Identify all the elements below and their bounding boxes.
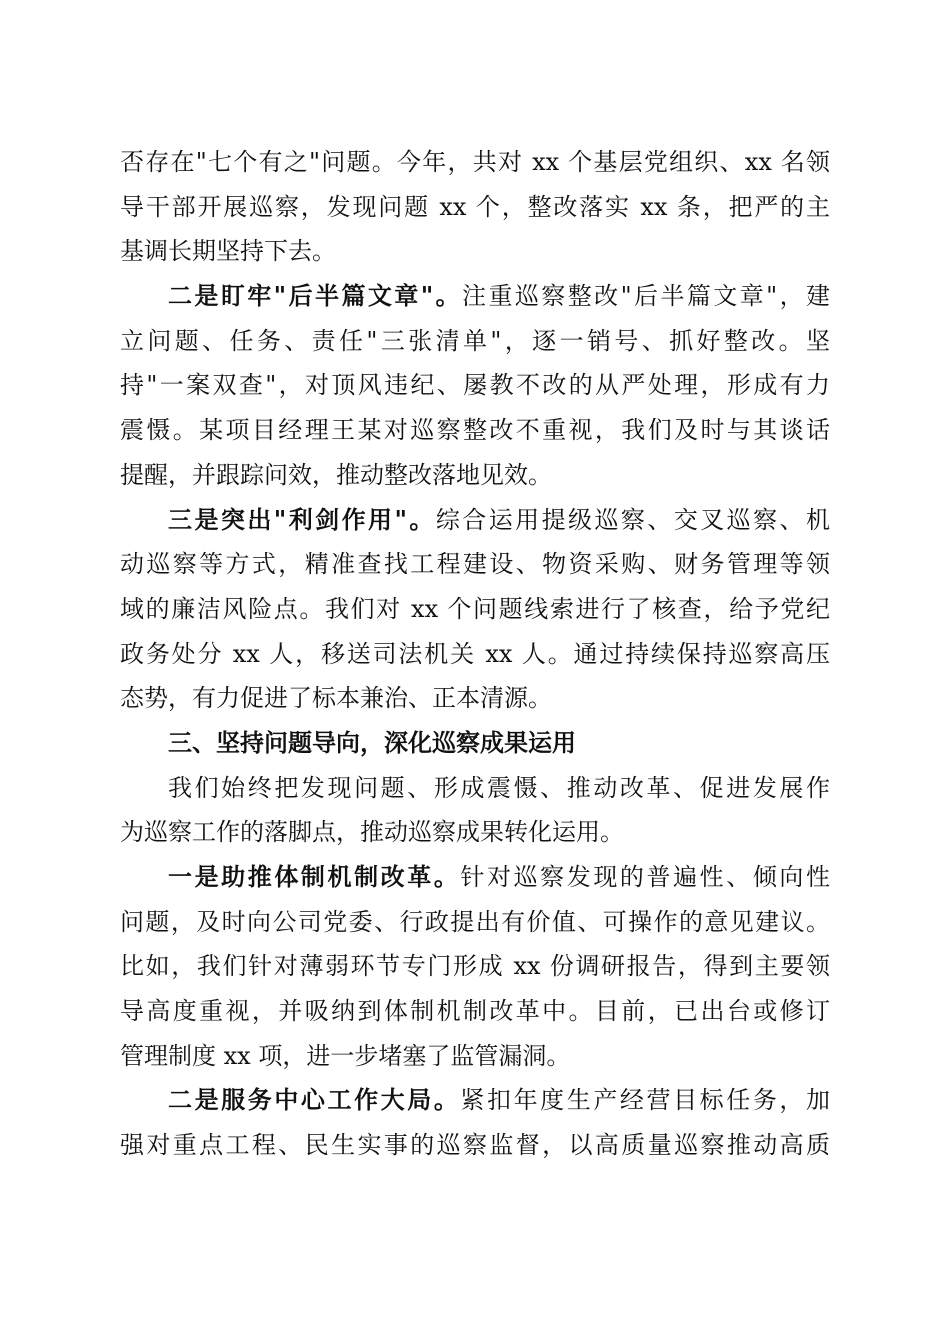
text-line [120,989,830,1034]
lead-phrase: 二是服务中心工作大局。 [168,1085,461,1115]
text-line [120,498,830,543]
text-line [120,453,830,498]
heading-text: 三、坚持问题导向，深化巡察成果运用 [168,728,576,757]
text-line [120,1034,830,1079]
line-text: 否存在"七个有之"问题。今年，共对 xx 个基层党组织、xx 名领 [120,148,830,176]
line-text: 强对重点工程、民生实事的巡察监督，以高质量巡察推动高质 [120,1131,830,1160]
text-line [120,542,830,587]
text-line [120,408,830,453]
line-text: 注重巡察整改"后半篇文章"，建 [462,282,830,311]
line-text: 管理制度 xx 项，进一步堵塞了监管漏洞。 [120,1041,571,1070]
document-body [120,140,830,1168]
line-text: 立问题、任务、责任"三张清单"，逐一销号、抓好整改。坚 [120,326,830,355]
line-text: 针对巡察发现的普遍性、倾向性 [460,863,831,891]
text-line [120,587,830,632]
line-text: 基调长期坚持下去。 [120,237,336,266]
text-line [120,1078,830,1123]
lead-phrase: 三是突出"利剑作用"。 [168,504,436,534]
line-text: 为巡察工作的落脚点，推动巡察成果转化运用。 [120,818,624,847]
line-text: 提醒，并跟踪问效，推动整改落地见效。 [120,460,552,489]
text-line [120,900,830,945]
line-text: 震慑。某项目经理王某对巡察整改不重视，我们及时与其谈话 [120,416,830,445]
line-text: 我们始终把发现问题、形成震慑、推动改革、促进发展作 [168,773,830,802]
line-text: 持"一案双查"，对顶风违纪、屡教不改的从严处理，形成有力 [120,371,830,400]
text-line [120,229,830,274]
line-text: 导高度重视，并吸纳到体制机制改革中。目前，已出台或修订 [120,997,830,1026]
line-text: 动巡察等方式，精准查找工程建设、物资采购、财务管理等领 [120,550,830,579]
text-line [120,185,830,230]
line-text: 导干部开展巡察，发现问题 xx 个，整改落实 xx 条，把严的主 [120,192,830,221]
text-line [120,676,830,721]
text-line [120,766,830,811]
text-line [120,363,830,408]
line-text: 紧扣年度生产经营目标任务，加 [460,1086,831,1115]
text-line [120,319,830,364]
section-heading [120,721,830,766]
text-line [120,1123,830,1168]
line-text: 域的廉洁风险点。我们对 xx 个问题线索进行了核查，给予党纪 [120,594,830,623]
text-line [120,632,830,677]
text-line [120,140,830,185]
line-text: 综合运用提级巡察、交叉巡察、机 [435,505,830,534]
text-line [120,810,830,855]
line-text: 态势，有力促进了标本兼治、正本清源。 [120,684,552,713]
text-line [120,855,830,900]
line-text: 比如，我们针对薄弱环节专门形成 xx 份调研报告，得到主要领 [120,952,830,981]
text-line [120,274,830,319]
line-text: 问题，及时向公司党委、行政提出有价值、可操作的意见建议。 [120,907,830,936]
text-line [120,944,830,989]
lead-phrase: 二是盯牢"后半篇文章"。 [168,281,463,311]
line-text: 政务处分 xx 人，移送司法机关 xx 人。通过持续保持巡察高压 [120,639,830,668]
lead-phrase: 一是助推体制机制改革。 [168,862,461,891]
